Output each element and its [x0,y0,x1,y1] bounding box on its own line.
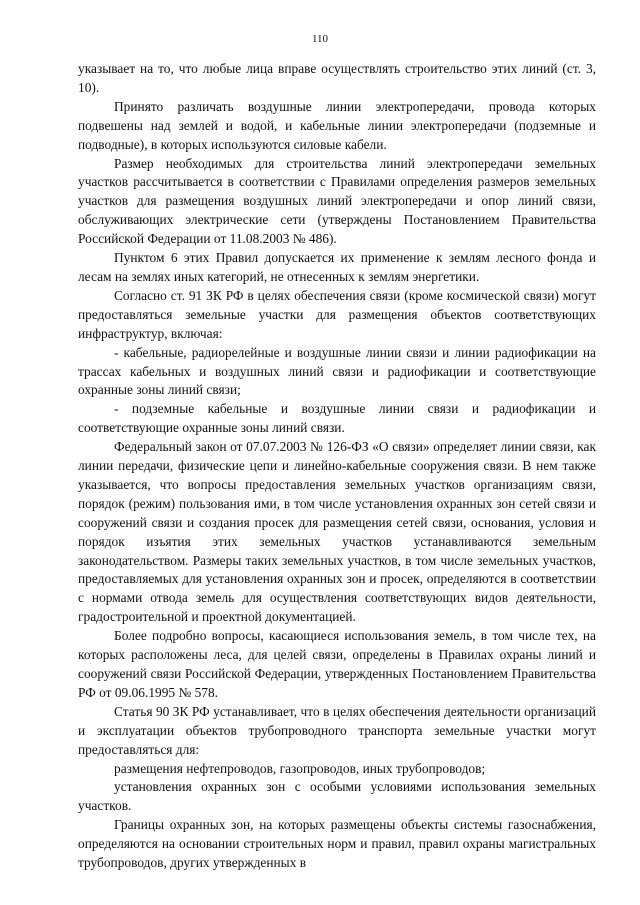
paragraph-communications-law: Федеральный закон от 07.07.2003 № 126-ФЗ «О связи» определяет линии связи, как линии передачи, физические цепи и линейно-кабельные сооружения связи. В нем также указывается, что вопросы предоставления земельных участков организациям связи, порядок (режим) пользования ими, в том числе установления охранных зон сетей связи и сооружений связи и создания просек для размещения сетей связи, основания, условия и порядок изъятия этих земельных участков устанавливаются земельным законодательством. Размеры таких земельных участков, в том числе земельных участков, предоставляемых для установления охранных зон и просек, определяются в соответствии с нормами отвода земель для осуществления соответствующих видов деятельности, градостроительной и проектной документацией. [78,439,596,625]
paragraph-power-lines-types: Принято различать воздушные линии электропередачи, провода которых подвешены над землей и водой, и кабельные линии электропередачи (подземные и подводные), в которых используются силовые кабели. [78,98,596,152]
list-item-underground-lines: - подземные кабельные и воздушные линии связи и радиофикации и соответствующие охранные зоны линий связи. [78,401,596,436]
paragraph-article-90: Статья 90 ЗК РФ устанавливает, что в целях обеспечения деятельности организаций и эксплуатации объектов трубопроводного транспорта земельные участки могут предоставляться для: [78,703,596,757]
paragraph-land-plot-size: Размер необходимых для строительства линий электропередачи земельных участков рассчитывается в соответствии с Правилами определения размеров земельных участков для размещения воздушных линий электропередачи и опор линий связи, обслуживающих электрические сети (утверждены Постановлением Правительства Российской Федерации от 11.08.2003 № 486). [78,155,596,247]
paragraph-article-91: Согласно ст. 91 ЗК РФ в целях обеспечения связи (кроме космической связи) могут предоставляться земельные участки для размещения объектов соответствующих инфраструктур, включая: [78,287,596,341]
paragraph-continuation: указывает на то, что любые лица вправе осуществлять строительство этих линий (ст. 3, 10). [78,61,596,95]
page-body [78,60,596,873]
paragraph-gas-zones: Границы охранных зон, на которых размещены объекты системы газоснабжения, определяются на основании строительных норм и правил, правил охраны магистральных трубопроводов, других утвержденных в [78,817,596,871]
list-item-cable-radio-lines: - кабельные, радиорелейные и воздушные линии связи и линии радиофикации на трассах кабельных и воздушных линий связи и радиофикации и соответствующие охранные зоны линий связи; [78,344,596,398]
list-item-pipelines: размещения нефтепроводов, газопроводов, иных трубопроводов; [114,760,486,776]
list-item-protection-zones: установления охранных зон с особыми условиями использования земельных участков. [78,779,596,814]
page-number: 110 [311,33,329,45]
paragraph-rules-point-6: Пунктом 6 этих Правил допускается их применение к землям лесного фонда и лесам на землях иных категорий, не отнесенных к землям энергетики. [78,250,596,284]
paragraph-protection-rules: Более подробно вопросы, касающиеся использования земель, в том числе тех, на которых расположены леса, для целей связи, определены в Правилах охраны линий и сооружений связи Российской Федерации, утвержденных Постановлением Правительства РФ от 09.06.1995 № 578. [78,628,596,700]
